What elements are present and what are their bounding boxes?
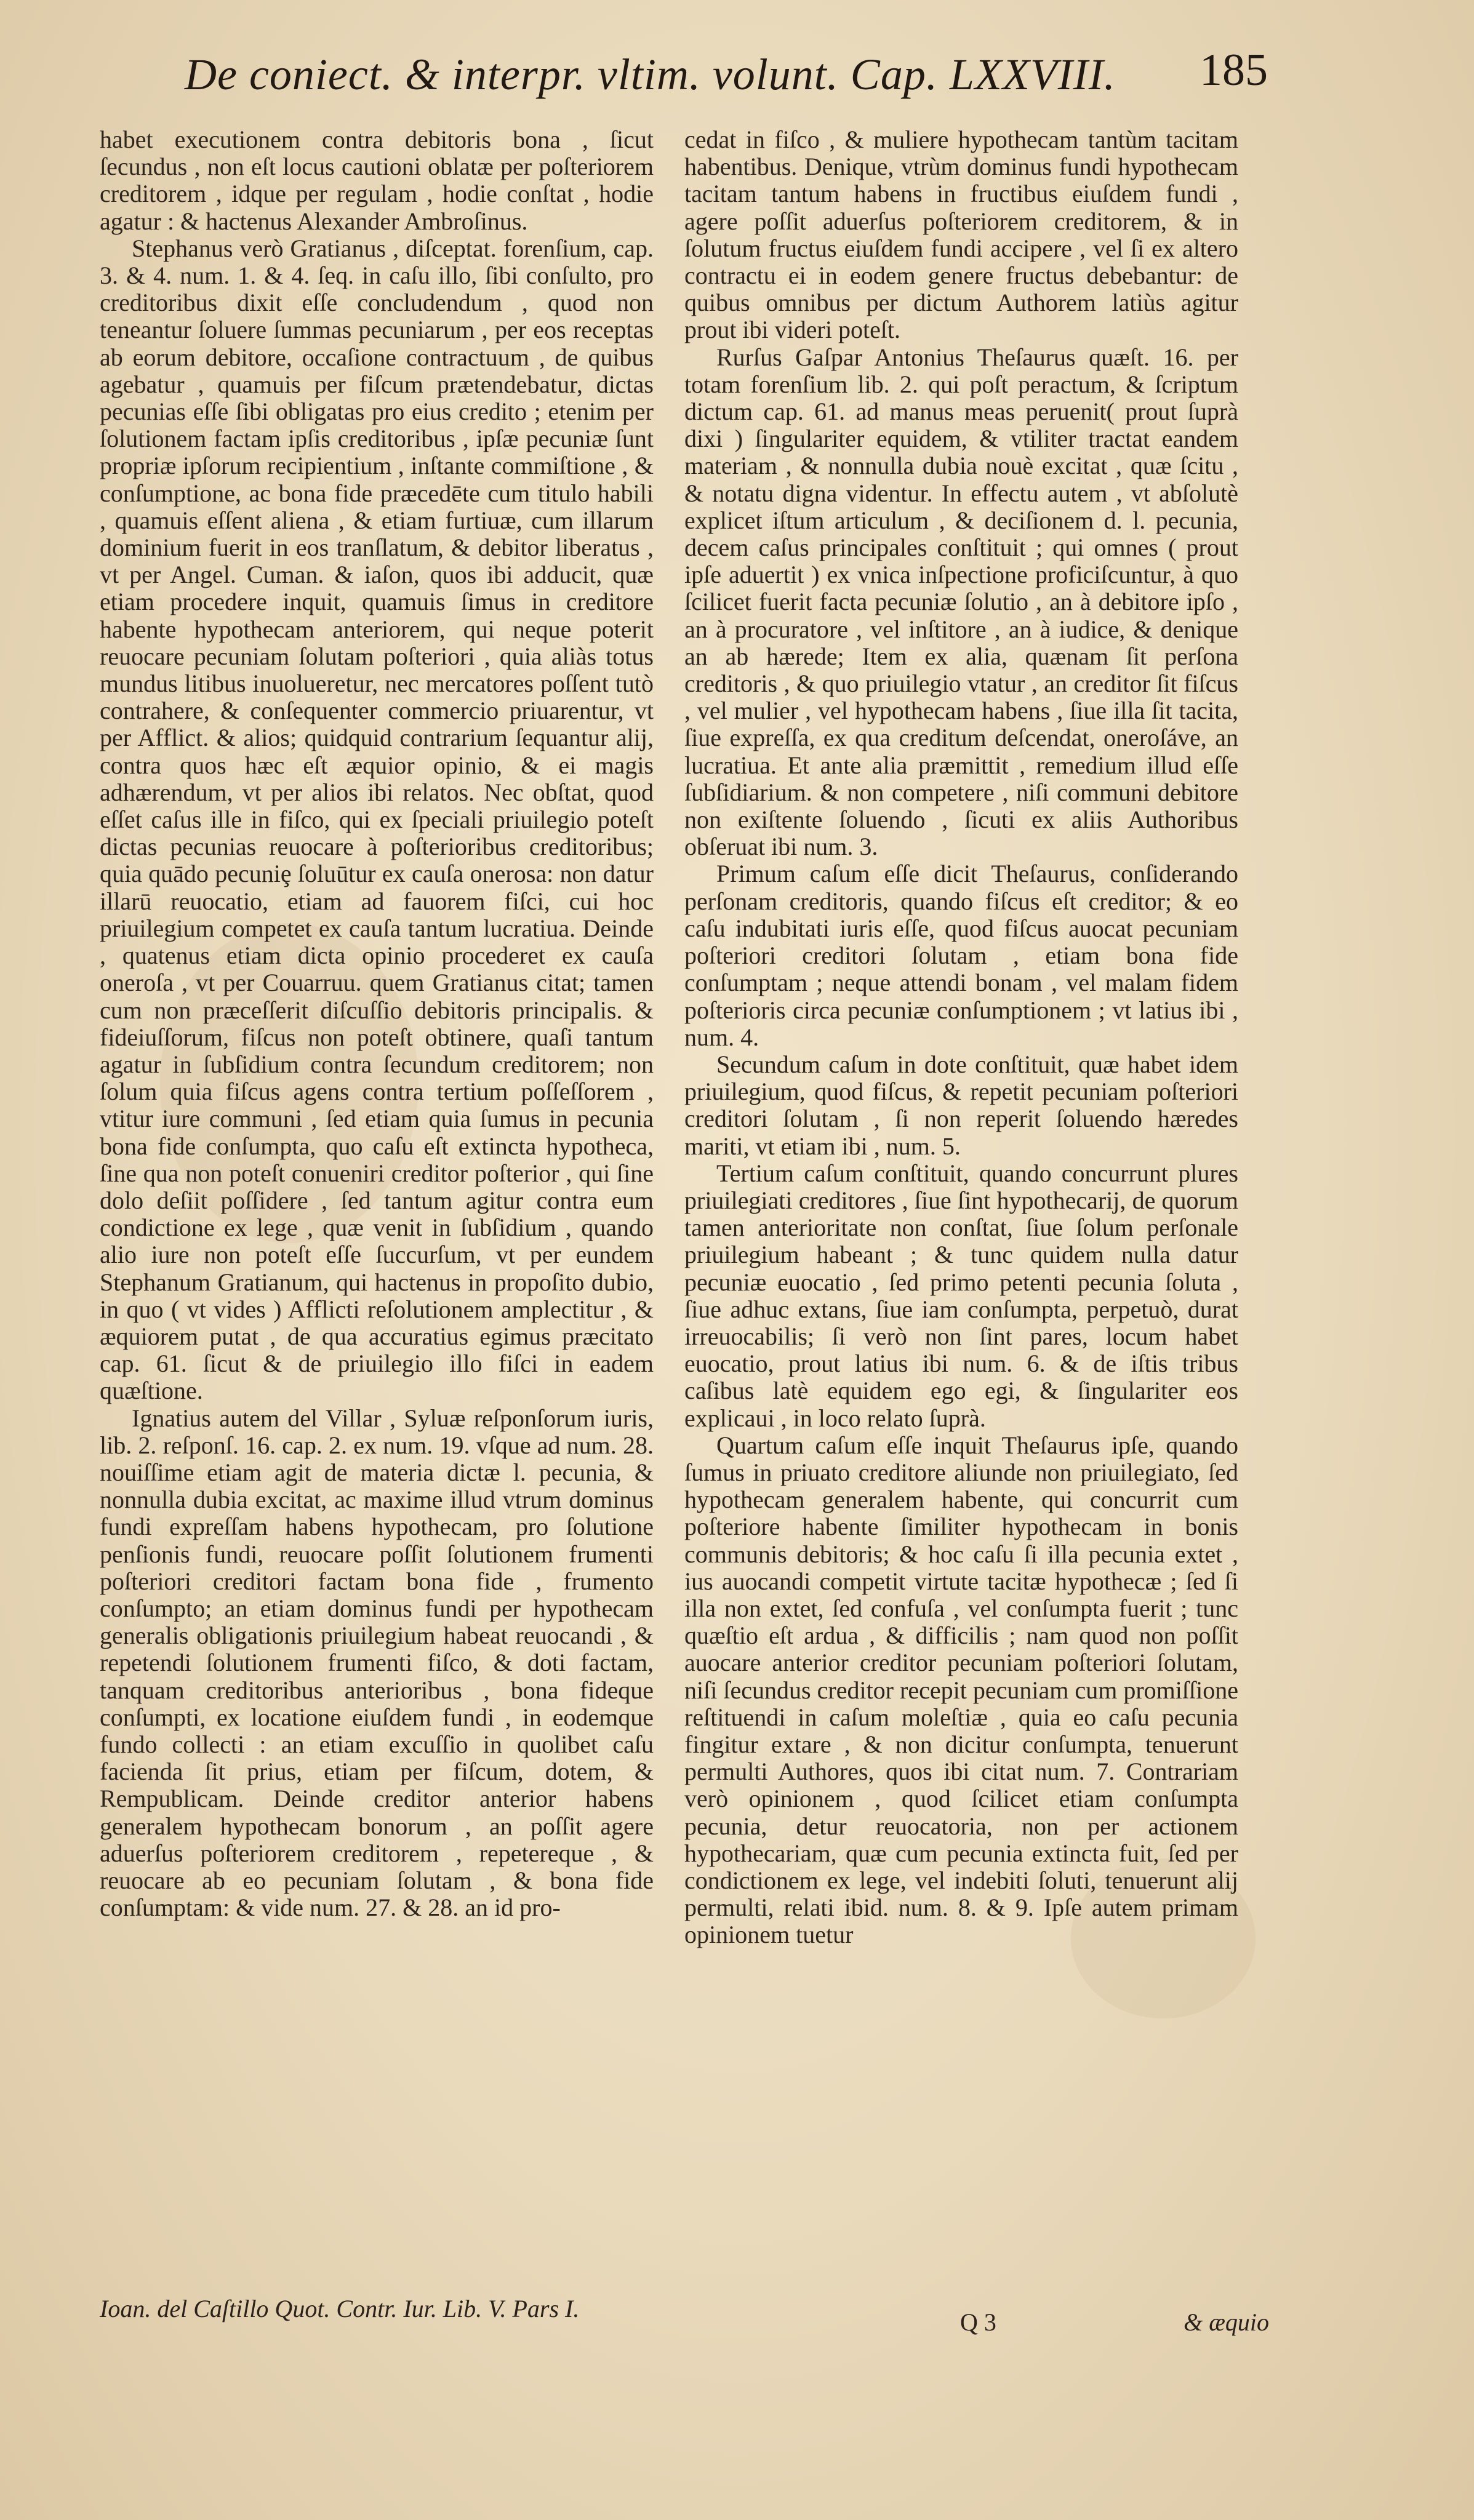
footer-author-line: Ioan. del Caſtillo Quot. Contr. Iur. Lib. V. Pars I. <box>100 2295 580 2322</box>
paragraph: Primum caſum eſſe dicit Theſaurus, conſiderando perſonam creditoris, quando fiſcus eſt creditor; & eo caſu indubitati iuris eſſe, quod fiſcus auocat pecuniam poſteriori creditori ſolutam , etiam bona fide conſumptam ; neque attendi bonam , vel malam fidem poſterioris circa pecuniæ conſumptionem ; vt latius ibi , num. 4. <box>684 860 1238 1051</box>
page-header <box>185 44 1268 118</box>
paragraph: Secundum caſum in dote conſtituit, quæ habet idem priuilegium, quod fiſcus, & repetit pecuniam poſteriori creditori ſolutam , ſi non reperit ſoluendo hæredes mariti, vt etiam ibi , num. 5. <box>684 1050 1238 1160</box>
page-footer <box>100 2294 1269 2343</box>
paragraph: Quartum caſum eſſe inquit Theſaurus ipſe, quando ſumus in priuato creditore aliunde non priuilegiato, ſed hypothecam generalem habente, qui concurrit cum poſteriore habente ſimiliter hypothecam in bonis communis debitoris; & hoc caſu ſi illa pecunia extet , ius auocandi competit virtute tacitæ hypothecæ ; ſed ſi illa non extet, ſed confuſa , vel conſumpta fuerit ; tunc quæſtio eſt ardua , & difficilis ; nam quod non poſſit auocare anterior creditor pecuniam poſteriori ſolutam, niſi ſecundus creditor recepit pecuniam cum promiſſione reſtituendi in caſum moleſtiæ , quia eo caſu pecunia fingitur extare , & non dicitur conſumpta, tenuerunt permulti Authores, quos ibi citat num. 7. Contrariam verò opinionem , quod ſcilicet etiam conſumpta pecunia, detur reuocatoria, non per actionem hypothecariam, quæ cum pecunia extincta fuit, ſed per condictionem ex lege, vel indebiti ſoluti, tenuerunt alij permulti, relati ibid. num. 8. & 9. Ipſe autem primam opinionem tuetur <box>684 1431 1238 1949</box>
paragraph: Ignatius autem del Villar , Syluæ reſponſorum iuris, lib. 2. reſponſ. 16. cap. 2. ex num. 19. vſque ad num. 28. nouiſſime etiam agit de materia dictæ l. pecunia, & nonnulla dubia excitat, ac maxime illud vtrum dominus fundi expreſſam habens hypothecam, pro ſolutione penſionis fundi, reuocare poſſit ſolutionem frumenti poſteriori creditori factam bona fide , frumento conſumpto; an etiam dominus fundi per hypothecam generalis obligationis priuilegium habeat reuocandi , & repetendi ſolutionem frumenti fiſco, & doti factam, tanquam creditoribus anterioribus , bona fideque conſumpti, ex locatione eiuſdem fundi , in eodemque fundo collecti : an etiam excuſſio in quolibet caſu facienda ſit prius, etiam per fiſcum, dotem, & Rempublicam. Deinde creditor anterior habens generalem hypothecam bonorum , an poſſit agere aduerſus poſteriorem creditorem , repetereque , & reuocare ab eo pecuniam ſolutam , & bona fide conſumptam: & vide num. 27. & 28. an id pro- <box>100 1404 654 1922</box>
paragraph: Tertium caſum conſtituit, quando concurrunt plures priuilegiati creditores , ſiue ſint hypothecarij, de quorum tamen anterioritate non conſtat, ſiue ſolum perſonale priuilegium habeant ; & tunc quidem nulla datur pecuniæ euocatio , ſed primo petenti pecunia ſoluta , ſiue adhuc extans, ſiue iam conſumpta, perpetuò, durat irreuocabilis; ſi verò non ſint pares, locum habet euocatio, prout latius ibi num. 6. & de iſtis tribus caſibus latè equidem ego egi, & ſingulariter eos explicaui , in loco relato ſuprà. <box>684 1159 1238 1432</box>
page-number: 185 <box>1200 45 1268 95</box>
catchword: & æquio <box>1184 2308 1269 2336</box>
paragraph: Stephanus verò Gratianus , diſceptat. forenſium, cap. 3. & 4. num. 1. & 4. ſeq. in caſu illo, ſibi conſulto, pro creditoribus dixit eſſe concludendum , quod non teneantur ſoluere ſummas pecuniarum , per eos receptas ab eorum debitore, occaſione contractuum , de quibus agebatur , quamuis per fiſcum prætendebatur, dictas pecunias eſſe ſibi obligatas pro eius credito ; etenim per ſolutionem factam ipſis creditoribus , ipſæ pecuniæ ſunt propriæ ipſorum recipientium , inſtante commiſtione , & conſumptione, ac bona fide præcedēte cum titulo habili , quamuis eſſent aliena , & etiam furtiuæ, cum illarum dominium fuerit in eos tranſlatum, & debitor liberatus , vt per Angel. Cuman. & iaſon, quos ibi adducit, quæ etiam procedere inquit, quamuis ſimus in creditore habente hypothecam anteriorem, qui neque poterit reuocare pecuniam ſolutam poſteriori , quia aliàs totus mundus litibus inuolueretur, nec mercatores poſſent tutò contrahere, & conſequenter commercio priuarentur, vt per Afflict. & alios; quidquid contrarium ſequantur alij, contra quos hæc eſt æquior opinio, & ei magis adhærendum, vt per alios ibi relatos. Nec obſtat, quod eſſet caſus ille in fiſco, qui ex ſpeciali priuilegio poteſt dictas pecunias reuocare à poſterioribus creditoribus; quia quādo pecuniȩ ſoluūtur ex cauſa onerosa: non datur illarū reuocatio, etiam ad fauorem fiſci, cui hoc priuilegium competet ex cauſa tantum lucratiua. Deinde , quatenus etiam dicta opinio procederet ex cauſa oneroſa , vt per Couarruu. quem Gratianus citat; tamen cum non præceſſerit diſcuſſio debitoris principalis. & fideiuſſorum, fiſcus non poteſt obtinere, quaſi tantum agatur in ſubſidium contra ſecundum creditorem; non ſolum quia fiſcus agens contra tertium poſſeſſorem , vtitur iure communi , ſed etiam quia ſumus in pecunia bona fide conſumpta, quo caſu eſt extincta hypotheca, ſine qua non poteſt conueniri creditor poſterior , qui ſine dolo deſiit poſſidere , ſed tantum agitur contra eum condictione ex lege , quæ venit in ſubſidium , quando alio iure non poteſt eſſe ſuccurſum, vt per eundem Stephanum Gratianum, qui hactenus in propoſito dubio, in quo ( vt vides ) Afflicti reſolutionem amplectitur , & æquiorem putat , de qua accuratius egimus præcitato cap. 61. ſicut & de priuilegio illo fiſci in eadem quæſtione. <box>100 234 654 1405</box>
signature-mark: Q 3 <box>960 2308 996 2336</box>
left-column <box>100 126 654 1921</box>
right-column <box>684 126 1238 1949</box>
running-head: De coniect. & interpr. vltim. volunt. Cap. LXXVIII. <box>185 50 1116 99</box>
paragraph: habet executionem contra debitoris bona , ſicut ſecundus , non eſt locus cautioni oblatæ per poſteriorem creditorem , idque per regulam , hodie conſtat , hodie agatur : & hactenus Alexander Ambroſinus. <box>100 126 654 235</box>
paragraph: Rurſus Gaſpar Antonius Theſaurus quæſt. 16. per totam forenſium lib. 2. qui poſt peractum, & ſcriptum dictum cap. 61. ad manus meas peruenit( prout ſuprà dixi ) ſingulariter equidem, & vtiliter tractat eandem materiam , & nonnulla dubia nouè excitat , quæ ſcitu , & notatu digna videntur. In effectu autem , vt abſolutè explicet iſtum articulum , & deciſionem d. l. pecunia, decem caſus principales conſtituit ; qui omnes ( prout ipſe aduertit ) ex vnica inſpectione proficiſcuntur, à quo ſcilicet fuerit facta pecuniæ ſolutio , an à debitore ipſo , an à procuratore , vel inſtitore , an à iudice, & denique an ab hærede; Item ex alia, quænam ſit perſona creditoris , & quo priuilegio vtatur , an creditor ſit fiſcus , vel mulier , vel hypothecam habens , ſiue illa ſit tacita, ſiue expreſſa, ex qua creditum deſcendat, oneroſáve, an lucratiua. Et ante alia præmittit , remedium illud eſſe ſubſidiarium. & non competere , niſi communi debitore non exiſtente ſoluendo , ſicuti ex aliis Authoribus obſeruat ibi num. 3. <box>684 343 1238 861</box>
paragraph: cedat in fiſco , & muliere hypothecam tantùm tacitam habentibus. Denique, vtrùm dominus fundi hypothecam tacitam tantum habens in fructibus eiuſdem fundi , agere poſſit aduerſus poſteriorem creditorem, & in ſolutum fructus eiuſdem fundi accipere , vel ſi ex altero contractu ei in eodem genere fructus debebantur: de quibus omnibus per dictum Authorem latiùs agitur prout ibi videri poteſt. <box>684 126 1238 344</box>
